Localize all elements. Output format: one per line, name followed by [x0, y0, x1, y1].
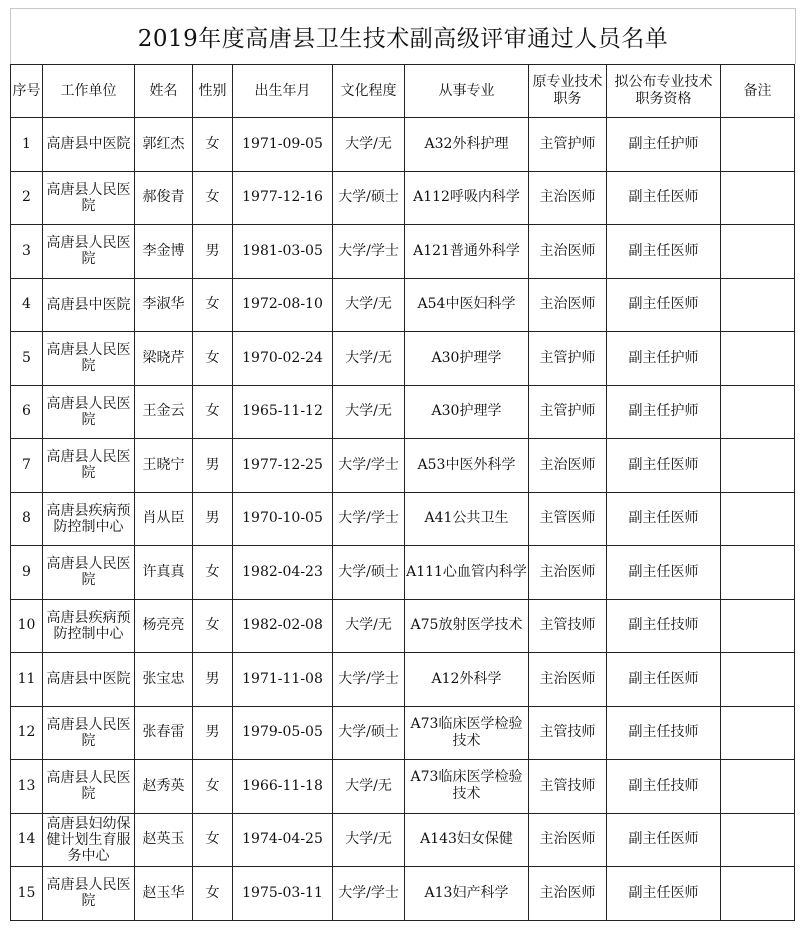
cell-gender: 女 — [193, 118, 233, 172]
cell-education: 大学/硕士 — [333, 171, 405, 225]
cell-name: 杨亮亮 — [135, 599, 193, 653]
cell-dob: 1971-09-05 — [233, 118, 333, 172]
cell-orig-title: 主治医师 — [529, 225, 607, 279]
cell-gender: 女 — [193, 813, 233, 867]
cell-seq: 13 — [11, 760, 43, 814]
cell-specialty: A75放射医学技术 — [405, 599, 529, 653]
cell-dob: 1970-10-05 — [233, 492, 333, 546]
cell-note — [721, 385, 795, 439]
table-row — [11, 706, 795, 760]
cell-specialty: A111心血管内科学 — [405, 546, 529, 600]
cell-orig-title: 主管护师 — [529, 118, 607, 172]
cell-seq: 12 — [11, 706, 43, 760]
cell-gender: 女 — [193, 546, 233, 600]
table-row — [11, 653, 795, 707]
cell-dob: 1977-12-25 — [233, 439, 333, 493]
cell-unit: 高唐县人民医院 — [43, 706, 135, 760]
cell-orig-title: 主治医师 — [529, 171, 607, 225]
cell-seq: 3 — [11, 225, 43, 279]
cell-new-title: 副主任医师 — [607, 171, 721, 225]
table-row — [11, 171, 795, 225]
table-row — [11, 599, 795, 653]
cell-new-title: 副主任医师 — [607, 867, 721, 921]
cell-education: 大学/学士 — [333, 492, 405, 546]
cell-note — [721, 171, 795, 225]
cell-specialty: A53中医外科学 — [405, 439, 529, 493]
cell-gender: 男 — [193, 706, 233, 760]
cell-name: 郝俊青 — [135, 171, 193, 225]
cell-unit: 高唐县中医院 — [43, 278, 135, 332]
cell-unit: 高唐县人民医院 — [43, 385, 135, 439]
cell-name: 梁晓芹 — [135, 332, 193, 386]
cell-gender: 女 — [193, 867, 233, 921]
cell-orig-title: 主治医师 — [529, 867, 607, 921]
cell-name: 张春雷 — [135, 706, 193, 760]
cell-name: 王晓宁 — [135, 439, 193, 493]
cell-seq: 11 — [11, 653, 43, 707]
table-row — [11, 118, 795, 172]
cell-new-title: 副主任护师 — [607, 332, 721, 386]
cell-orig-title: 主管技师 — [529, 706, 607, 760]
cell-specialty: A73临床医学检验技术 — [405, 760, 529, 814]
table-row — [11, 385, 795, 439]
cell-education: 大学/硕士 — [333, 546, 405, 600]
cell-orig-title: 主管护师 — [529, 332, 607, 386]
cell-unit: 高唐县妇幼保健计划生育服务中心 — [43, 813, 135, 867]
cell-seq: 1 — [11, 118, 43, 172]
cell-education: 大学/无 — [333, 813, 405, 867]
cell-name: 郭红杰 — [135, 118, 193, 172]
cell-unit: 高唐县人民医院 — [43, 760, 135, 814]
cell-unit: 高唐县中医院 — [43, 118, 135, 172]
cell-specialty: A41公共卫生 — [405, 492, 529, 546]
cell-education: 大学/无 — [333, 760, 405, 814]
cell-unit: 高唐县人民医院 — [43, 546, 135, 600]
cell-orig-title: 主管医师 — [529, 492, 607, 546]
cell-note — [721, 118, 795, 172]
cell-specialty: A73临床医学检验技术 — [405, 706, 529, 760]
table-row — [11, 492, 795, 546]
cell-gender: 男 — [193, 653, 233, 707]
cell-unit: 高唐县人民医院 — [43, 867, 135, 921]
cell-gender: 女 — [193, 278, 233, 332]
personnel-table — [10, 64, 795, 921]
cell-dob: 1974-04-25 — [233, 813, 333, 867]
cell-gender: 女 — [193, 171, 233, 225]
page-title: 2019年度高唐县卫生技术副高级评审通过人员名单 — [10, 8, 796, 64]
header-seq: 序号 — [11, 65, 43, 118]
cell-specialty: A143妇女保健 — [405, 813, 529, 867]
cell-gender: 女 — [193, 599, 233, 653]
cell-gender: 男 — [193, 225, 233, 279]
cell-new-title: 副主任医师 — [607, 492, 721, 546]
header-education: 文化程度 — [333, 65, 405, 118]
cell-orig-title: 主管技师 — [529, 760, 607, 814]
cell-education: 大学/学士 — [333, 653, 405, 707]
table-row — [11, 867, 795, 921]
cell-note — [721, 706, 795, 760]
cell-name: 王金云 — [135, 385, 193, 439]
header-specialty: 从事专业 — [405, 65, 529, 118]
cell-new-title: 副主任医师 — [607, 813, 721, 867]
cell-note — [721, 760, 795, 814]
cell-unit: 高唐县人民医院 — [43, 439, 135, 493]
header-orig-title: 原专业技术职务 — [529, 65, 607, 118]
header-dob: 出生年月 — [233, 65, 333, 118]
cell-dob: 1982-02-08 — [233, 599, 333, 653]
cell-orig-title: 主管技师 — [529, 599, 607, 653]
header-unit: 工作单位 — [43, 65, 135, 118]
cell-new-title: 副主任医师 — [607, 653, 721, 707]
cell-note — [721, 546, 795, 600]
cell-new-title: 副主任技师 — [607, 706, 721, 760]
cell-unit: 高唐县人民医院 — [43, 171, 135, 225]
header-name: 姓名 — [135, 65, 193, 118]
cell-dob: 1977-12-16 — [233, 171, 333, 225]
cell-education: 大学/无 — [333, 599, 405, 653]
cell-note — [721, 492, 795, 546]
cell-unit: 高唐县疾病预防控制中心 — [43, 599, 135, 653]
cell-note — [721, 225, 795, 279]
cell-education: 大学/学士 — [333, 867, 405, 921]
cell-unit: 高唐县中医院 — [43, 653, 135, 707]
table-row — [11, 546, 795, 600]
cell-name: 张宝忠 — [135, 653, 193, 707]
cell-specialty: A30护理学 — [405, 385, 529, 439]
cell-orig-title: 主治医师 — [529, 653, 607, 707]
cell-orig-title: 主治医师 — [529, 439, 607, 493]
cell-seq: 9 — [11, 546, 43, 600]
cell-seq: 7 — [11, 439, 43, 493]
cell-name: 赵秀英 — [135, 760, 193, 814]
cell-gender: 女 — [193, 332, 233, 386]
cell-education: 大学/无 — [333, 118, 405, 172]
cell-note — [721, 332, 795, 386]
cell-name: 肖从臣 — [135, 492, 193, 546]
cell-specialty: A32外科护理 — [405, 118, 529, 172]
cell-name: 许真真 — [135, 546, 193, 600]
cell-new-title: 副主任医师 — [607, 439, 721, 493]
cell-specialty: A12外科学 — [405, 653, 529, 707]
cell-new-title: 副主任护师 — [607, 385, 721, 439]
cell-gender: 女 — [193, 385, 233, 439]
cell-note — [721, 867, 795, 921]
cell-note — [721, 278, 795, 332]
cell-new-title: 副主任技师 — [607, 760, 721, 814]
cell-orig-title: 主治医师 — [529, 813, 607, 867]
cell-dob: 1975-03-11 — [233, 867, 333, 921]
cell-seq: 4 — [11, 278, 43, 332]
cell-dob: 1982-04-23 — [233, 546, 333, 600]
cell-gender: 男 — [193, 492, 233, 546]
cell-new-title: 副主任技师 — [607, 599, 721, 653]
table-row — [11, 439, 795, 493]
cell-note — [721, 813, 795, 867]
cell-seq: 15 — [11, 867, 43, 921]
cell-dob: 1965-11-12 — [233, 385, 333, 439]
table-row — [11, 225, 795, 279]
cell-new-title: 副主任医师 — [607, 278, 721, 332]
cell-new-title: 副主任护师 — [607, 118, 721, 172]
header-note: 备注 — [721, 65, 795, 118]
cell-seq: 5 — [11, 332, 43, 386]
table-row — [11, 332, 795, 386]
cell-gender: 男 — [193, 439, 233, 493]
header-new-title: 拟公布专业技术职务资格 — [607, 65, 721, 118]
cell-specialty: A121普通外科学 — [405, 225, 529, 279]
cell-unit: 高唐县疾病预防控制中心 — [43, 492, 135, 546]
cell-education: 大学/硕士 — [333, 706, 405, 760]
table-row — [11, 813, 795, 867]
cell-dob: 1972-08-10 — [233, 278, 333, 332]
cell-name: 赵玉华 — [135, 867, 193, 921]
cell-new-title: 副主任医师 — [607, 546, 721, 600]
cell-gender: 女 — [193, 760, 233, 814]
cell-education: 大学/学士 — [333, 225, 405, 279]
cell-orig-title: 主治医师 — [529, 278, 607, 332]
cell-seq: 10 — [11, 599, 43, 653]
cell-seq: 2 — [11, 171, 43, 225]
cell-seq: 8 — [11, 492, 43, 546]
cell-orig-title: 主管护师 — [529, 385, 607, 439]
cell-specialty: A112呼吸内科学 — [405, 171, 529, 225]
cell-education: 大学/无 — [333, 332, 405, 386]
cell-name: 李淑华 — [135, 278, 193, 332]
cell-seq: 14 — [11, 813, 43, 867]
cell-education: 大学/学士 — [333, 439, 405, 493]
cell-specialty: A13妇产科学 — [405, 867, 529, 921]
cell-seq: 6 — [11, 385, 43, 439]
cell-note — [721, 599, 795, 653]
cell-education: 大学/无 — [333, 385, 405, 439]
header-row — [11, 65, 795, 118]
cell-education: 大学/无 — [333, 278, 405, 332]
cell-dob: 1979-05-05 — [233, 706, 333, 760]
table-row — [11, 760, 795, 814]
cell-note — [721, 653, 795, 707]
cell-note — [721, 439, 795, 493]
header-gender: 性别 — [193, 65, 233, 118]
cell-unit: 高唐县人民医院 — [43, 225, 135, 279]
cell-name: 李金博 — [135, 225, 193, 279]
cell-dob: 1970-02-24 — [233, 332, 333, 386]
cell-unit: 高唐县人民医院 — [43, 332, 135, 386]
table-row — [11, 278, 795, 332]
cell-dob: 1971-11-08 — [233, 653, 333, 707]
cell-orig-title: 主治医师 — [529, 546, 607, 600]
cell-name: 赵英玉 — [135, 813, 193, 867]
cell-dob: 1981-03-05 — [233, 225, 333, 279]
cell-new-title: 副主任医师 — [607, 225, 721, 279]
cell-specialty: A54中医妇科学 — [405, 278, 529, 332]
cell-dob: 1966-11-18 — [233, 760, 333, 814]
cell-specialty: A30护理学 — [405, 332, 529, 386]
